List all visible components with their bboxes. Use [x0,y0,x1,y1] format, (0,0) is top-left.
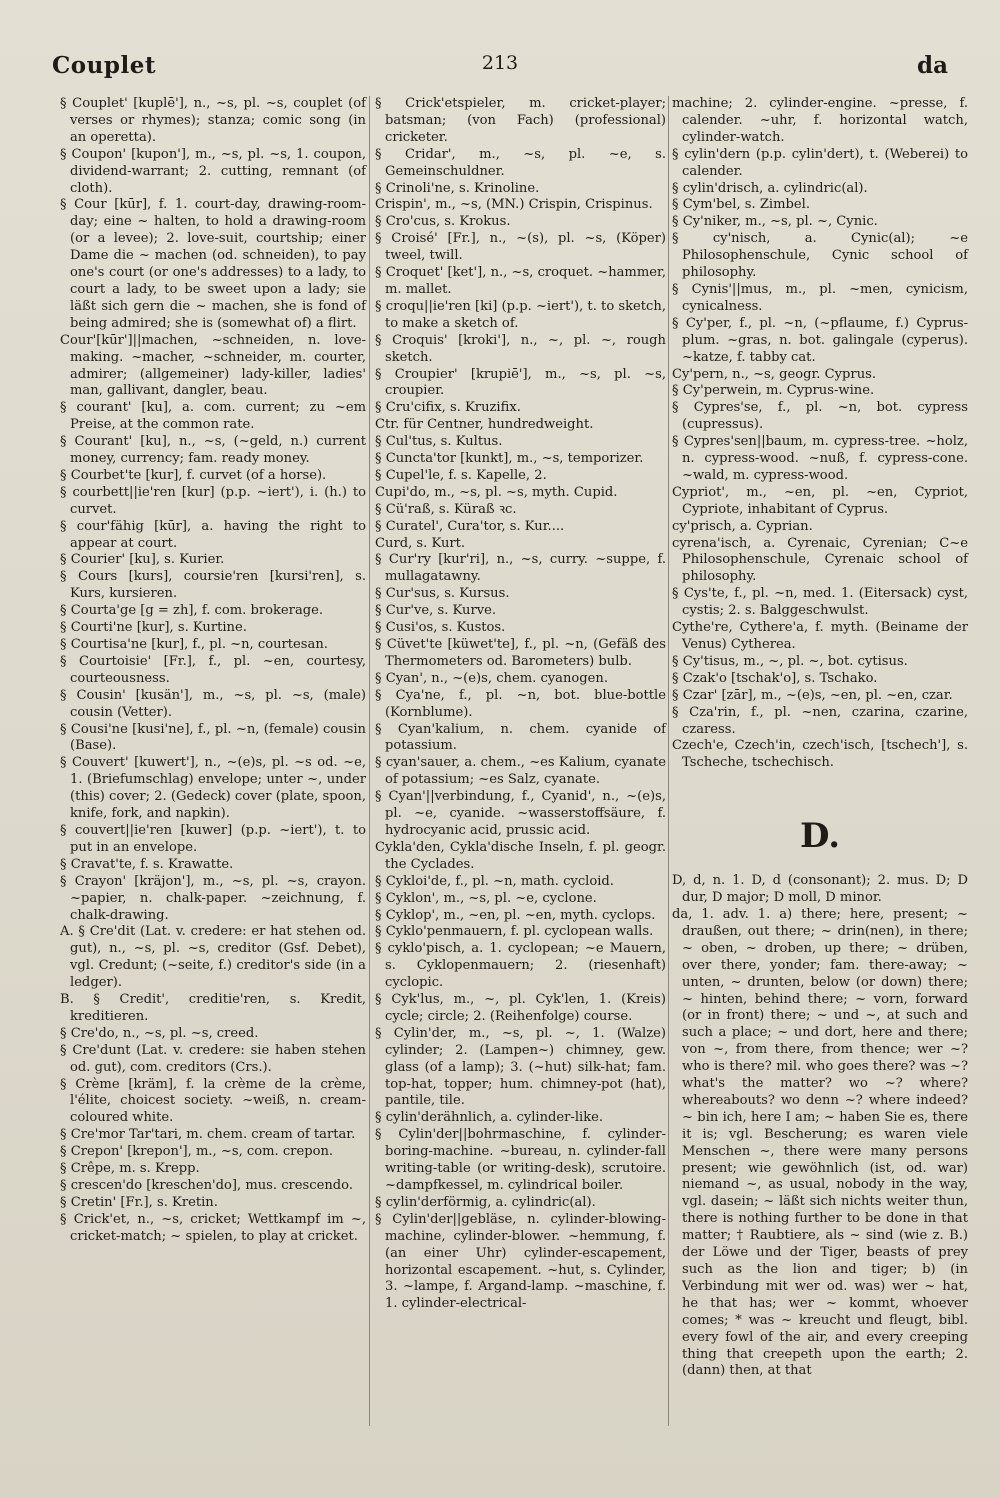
dictionary-entry: § couvert||ie'ren [kuwer] (p.p. ~iert'), t. to put in an envelope. [60,822,366,855]
dictionary-entry: A. § Cre'dit (Lat. v. credere: er hat stehen od. gut), n., ~s, pl. ~s, creditor (Gsf. Debet), vgl. Credunt; (~seite, f.) creditor's side (in a ledger). [60,924,366,991]
dictionary-entry: cy'prisch, a. Cyprian. [672,518,813,534]
column-divider [369,96,370,1426]
dictionary-entry: § Cupel'le, f. s. Kapelle, 2. [375,467,547,483]
dictionary-entry: § cylin'derförmig, a. cylindric(al). [375,1194,596,1210]
dictionary-entry: § Crick'et, n., ~s, cricket; Wettkampf im ~, cricket-match; ~ spielen, to play at cricket. [60,1211,366,1244]
dictionary-entry: § Crayon' [kräjon'], m., ~s, pl. ~s, crayon. ~papier, n. chalk-paper. ~zeichnung, f. chalk-drawing. [60,873,366,923]
dictionary-entry: D, d, n. 1. D, d (consonant); 2. mus. D; D dur, D major; D moll, D minor. [672,873,968,906]
dictionary-entry: § Cousi'ne [kusi'ne], f., pl. ~n, (female) cousin (Base). [60,721,366,754]
dictionary-entry: § Croquet' [ket'], n., ~s, croquet. ~hammer, m. mallet. [375,265,666,297]
dictionary-entry: § Cousin' [kusän'], m., ~s, pl. ~s, (male) cousin (Vetter). [60,687,366,720]
dictionary-entry: § Cy'tisus, m., ~, pl. ~, bot. cytisus. [672,653,908,669]
dictionary-entry: § cy'nisch, a. Cynic(al); ~e Philosophenschule, Cynic school of philosophy. [672,231,968,281]
dictionary-entry: § Croquis' [kroki'], n., ~, pl. ~, rough sketch. [375,332,666,365]
dictionary-entry: § cyklo'pisch, a. 1. cyclopean; ~e Mauern, s. Cyklopenmauern; 2. (riesenhaft) cyclopic. [375,941,666,991]
running-head-last-word: da [917,52,948,79]
column-middle [375,96,666,1313]
dictionary-entry: § Czar' [zār], m., ~(e)s, ~en, pl. ~en, czar. [672,687,953,703]
dictionary-entry: da, 1. adv. 1. a) there; here, present; ~ draußen, out there; ~ drin(nen), in there; ~ oben, ~ droben, up there; ~ drüben, over there, yonder; fam. there-away; ~ unten, ~ drunten, below (or down) there; ~ hinten, behind there; ~ vorn, forward (or in front) there; ~ und ~, at such and such a place; ~ und dort, here and there; von ~, from there, from thence; wer ~? who is there? mil. who goes there? was ~? what's the matter? wo ~? where? whereabouts? wo denn ~? where indeed? ~ bin ich, here I am; ~ haben Sie es, there it is; vgl. Bescherung; es waren viele Menschen ~, there were many persons present; wie gewöhnlich (ist, od. war) niemand ~, as usual, nobody in the way, vgl. dasein; ~ läßt sich nichts weiter thun, there is nothing further to be done in that matter; † Raubtiere, als ~ sind (wie z. B.) der Löwe und der Tiger, beasts of prey such as the lion and tiger; b) (in Verbindung mit wer od. was) wer ~ hat, he that has; wer ~ kommt, whoever comes; * was ~ kreucht und fleugt, bibl. every fowl of the air, and every creeping thing that creepeth upon the earth; 2. (dann) then, at that [672,906,968,1379]
dictionary-entry: B. § Credit', creditie'ren, s. Kredit, kreditieren. [60,992,366,1024]
dictionary-entry: Crispin', m., ~s, (MN.) Crispin, Crispinus. [375,197,653,213]
running-head-first-word: Couplet [52,52,156,79]
dictionary-entry: § Cyklo'penmauern, f. pl. cyclopean walls. [375,924,654,940]
dictionary-entry: § Cretin' [Fr.], s. Kretin. [60,1194,218,1210]
dictionary-entry: § Cro'cus, s. Krokus. [375,214,511,230]
dictionary-entry: § Cridar', m., ~s, pl. ~e, s. Gemeinschuldner. [375,146,666,179]
dictionary-entry: § Courbet'te [kur], f. curvet (of a horse). [60,467,327,483]
dictionary-entry: § Cur've, s. Kurve. [375,603,497,619]
column-divider [668,96,669,1426]
dictionary-entry: § Cyan'||verbindung, f., Cyanid', n., ~(e)s, pl. ~e, cyanide. ~wasserstoffsäure, f. hydrocyanic acid, prussic acid. [375,789,666,838]
dictionary-entry: § Cykloi'de, f., pl. ~n, math. cycloid. [375,873,614,889]
dictionary-entry: Cour'[kūr']||machen, ~schneiden, n. love-making. ~macher, ~schneider, m. courter, admirer; (allgemeiner) lady-killer, ladies' man, gallivant, dangler, beau. [60,332,366,399]
dictionary-entry: § Crinoli'ne, s. Krinoline. [375,180,540,196]
dictionary-entry: § Cour [kūr], f. 1. court-day, drawing-room-day; eine ~ halten, to hold a drawing-room (or a levee); 2. love-suit, courtship; einer Dame die ~ machen (od. schneiden), to pay one's court (or one's addresses) to a lady, to court a lady, to be sweet upon a lady; sie läßt sich gern die ~ machen, she is fond of being admired; she is (somewhat of) a flirt. [60,197,366,331]
dictionary-entry: § Courier' [ku], s. Kurier. [60,552,225,568]
dictionary-entry: § Croupier' [krupiē'], m., ~s, pl. ~s, croupier. [375,366,666,399]
dictionary-entry: § Crick'etspieler, m. cricket-player; batsman; (von Fach) (professional) cricketer. [375,96,666,145]
dictionary-entry: § Cur'ry [kur'ri], n., ~s, curry. ~suppe, f. mullagatawny. [375,552,666,585]
dictionary-entry: § Cusi'os, s. Kustos. [375,620,506,636]
dictionary-entry: § Cyan', n., ~(e)s, chem. cyanogen. [375,670,609,686]
dictionary-entry: § Cravat'te, f. s. Krawatte. [60,856,234,872]
dictionary-entry: § Cy'niker, m., ~s, pl. ~, Cynic. [672,214,878,230]
dictionary-entry: § Cylin'der||bohrmaschine, f. cylinder-boring-machine. ~bureau, n. cylinder-fall writing-table (or writing-desk), scrutoire. ~dampfkessel, m. cylindrical boiler. [375,1127,666,1193]
dictionary-entry: § Crepon' [krepon'], m., ~s, com. crepon. [60,1144,334,1160]
dictionary-entry: § Cypres'se, f., pl. ~n, bot. cypress (cupressus). [672,400,968,433]
column-right-entries-after [672,873,968,1380]
dictionary-entry: § Cya'ne, f., pl. ~n, bot. blue-bottle (Kornblume). [375,687,666,720]
dictionary-entry: § Cylin'der||gebläse, n. cylinder-blowing-machine, cylinder-blower. ~hemmung, f. (an einer Uhr) cylinder-escapement, horizontal escapement. ~hut, s. Cylinder, 3. ~lampe, f. Argand-lamp. ~maschine, f. 1. cylinder-electrical- [375,1211,666,1312]
dictionary-entry: § Crêpe, m. s. Krepp. [60,1161,200,1177]
dictionary-entry: § Cy'perwein, m. Cyprus-wine. [672,383,875,399]
dictionary-entry: § Courti'ne [kur], s. Kurtine. [60,620,247,636]
dictionary-entry: § Cru'cifix, s. Kruzifix. [375,400,521,416]
dictionary-entry: § Cyan'kalium, n. chem. cyanide of potassium. [375,721,666,754]
dictionary-entry: § cylin'derähnlich, a. cylinder-like. [375,1110,604,1126]
dictionary-entry: § Courant' [ku], n., ~s, (~geld, n.) current money, currency; fam. ready money. [60,434,366,467]
dictionary-entry: § cour'fähig [kūr], a. having the right to appear at court. [60,518,366,551]
dictionary-entry: Cypriot', m., ~en, pl. ~en, Cypriot, Cypriote, inhabitant of Cyprus. [672,484,968,517]
dictionary-entry: § Crème [kräm], f. la crème de la crème, l'élite, choicest society. ~weiß, n. cream-coloured white. [60,1076,366,1126]
dictionary-entry: § Cüvet'te [küwet'te], f., pl. ~n, (Gefäß des Thermometers od. Barometers) bulb. [375,637,666,669]
dictionary-entry: § Courtisa'ne [kur], f., pl. ~n, courtesan. [60,637,328,652]
dictionary-entry: § Cours [kurs], coursie'ren [kursi'ren], s. Kurs, kursieren. [60,569,366,602]
dictionary-entry: § Cza'rin, f., pl. ~nen, czarina, czarine, czaress. [672,704,968,737]
section-letter: D. [799,816,841,857]
dictionary-entry: § cyan'sauer, a. chem., ~es Kalium, cyanate of potassium; ~es Salz, cyanate. [375,755,666,788]
dictionary-entry: § Cyklop', m., ~en, pl. ~en, myth. cyclops. [375,907,656,923]
page-header [0,52,1000,92]
dictionary-entry: § Cre'mor Tar'tari, m. chem. cream of tartar. [60,1127,356,1143]
page-number: 213 [481,52,519,74]
dictionary-entry: § courbett||ie'ren [kur] (p.p. ~iert'), i. (h.) to curvet. [60,484,366,517]
dictionary-entry: § Cul'tus, s. Kultus. [375,434,503,450]
dictionary-entry: machine; 2. cylinder-engine. ~presse, f. calender. ~uhr, f. horizontal watch, cylinder-watch. [672,96,968,145]
dictionary-entry: § Courtoisie' [Fr.], f., pl. ~en, courtesy, courteousness. [60,653,366,686]
dictionary-entry: § Couplet' [kuplē'], n., ~s, pl. ~s, couplet (of verses or rhymes); stanza; comic song (in an operetta). [60,96,366,145]
dictionary-entry: § Cynis'||mus, m., pl. ~men, cynicism, cynicalness. [672,281,968,314]
dictionary-entry: § Cyklon', m., ~s, pl. ~e, cyclone. [375,890,597,906]
dictionary-entry: § cylin'dern (p.p. cylin'dert), t. (Weberei) to calender. [672,146,968,179]
dictionary-entry: Cythe're, Cythere'a, f. myth. (Beiname der Venus) Cytherea. [672,620,968,652]
dictionary-entry: § Cypres'sen||baum, m. cypress-tree. ~holz, n. cypress-wood. ~nuß, f. cypress-cone. ~wald, m. cypress-wood. [672,434,968,483]
dictionary-entry: § Cre'do, n., ~s, pl. ~s, creed. [60,1025,259,1041]
dictionary-entry: § Croisé' [Fr.], n., ~(s), pl. ~s, (Köper) tweel, twill. [375,231,666,264]
dictionary-entry: § Couvert' [kuwert'], n., ~(e)s, pl. ~s od. ~e, 1. (Briefumschlag) envelope; unter ~, under (this) cover; 2. (Gedeck) cover (plate, spoon, knife, fork, and napkin). [60,755,366,822]
dictionary-entry: § Cuncta'tor [kunkt], m., ~s, temporizer. [375,451,644,467]
dictionary-entry: § Courta'ge [g = zh], f. com. brokerage. [60,603,324,619]
dictionary-entry: § Curatel', Cura'tor, s. Kur.... [375,518,565,534]
dictionary-entry: § Cre'dunt (Lat. v. credere: sie haben stehen od. gut), com. creditors (Crs.). [60,1042,366,1075]
dictionary-entry: § Cym'bel, s. Zimbel. [672,197,811,213]
dictionary-entry: cyrena'isch, a. Cyrenaic, Cyrenian; C~e Philosophenschule, Cyrenaic school of philosophy. [672,535,968,585]
dictionary-entry: § Cü'raß, s. Küraß ꝛc. [375,501,517,517]
dictionary-entry: § Cy'per, f., pl. ~n, (~pflaume, f.) Cyprus-plum. ~gras, n. bot. galingale (cyperus). ~katze, f. tabby cat. [672,315,968,365]
dictionary-entry: Curd, s. Kurt. [375,535,466,551]
dictionary-entry: § courant' [ku], a. com. current; zu ~em Preise, at the common rate. [60,400,366,433]
dictionary-entry: Cykla'den, Cykla'dische Inseln, f. pl. geogr. the Cyclades. [375,839,666,872]
dictionary-entry: § Cys'te, f., pl. ~n, med. 1. (Eitersack) cyst, cystis; 2. s. Balggeschwulst. [672,586,968,619]
dictionary-entry: § Czak'o [tschak'o], s. Tschako. [672,670,878,686]
column-left [60,96,366,1246]
dictionary-entry: § Cur'sus, s. Kursus. [375,586,510,602]
dictionary-entry: § cylin'drisch, a. cylindric(al). [672,180,868,196]
dictionary-entry: Cupi'do, m., ~s, pl. ~s, myth. Cupid. [375,484,618,500]
dictionary-entry: § Coupon' [kupon'], m., ~s, pl. ~s, 1. coupon, dividend-warrant; 2. cutting, remnant (of cloth). [60,146,366,196]
dictionary-entry: § croqu||ie'ren [ki] (p.p. ~iert'), t. to sketch, to make a sketch of. [375,298,666,331]
dictionary-entry: § Cylin'der, m., ~s, pl. ~, 1. (Walze) cylinder; 2. (Lampen~) chimney, gew. glass (of a lamp); 3. (~hut) silk-hat; fam. top-hat, topper; hum. chimney-pot (hat), pantile, tile. [375,1025,666,1109]
column-right [672,96,968,1380]
dictionary-entry: § Cyk'lus, m., ~, pl. Cyk'len, 1. (Kreis) cycle; circle; 2. (Reihenfolge) course. [375,992,666,1024]
dictionary-entry: Ctr. für Centner, hundredweight. [375,417,594,433]
column-right-entries [672,96,968,772]
dictionary-entry: Czech'e, Czech'in, czech'isch, [tschech'], s. Tscheche, tschechisch. [672,738,968,771]
dictionary-entry: § crescen'do [kreschen'do], mus. crescendo. [60,1178,353,1193]
dictionary-entry: Cy'pern, n., ~s, geogr. Cyprus. [672,366,877,382]
